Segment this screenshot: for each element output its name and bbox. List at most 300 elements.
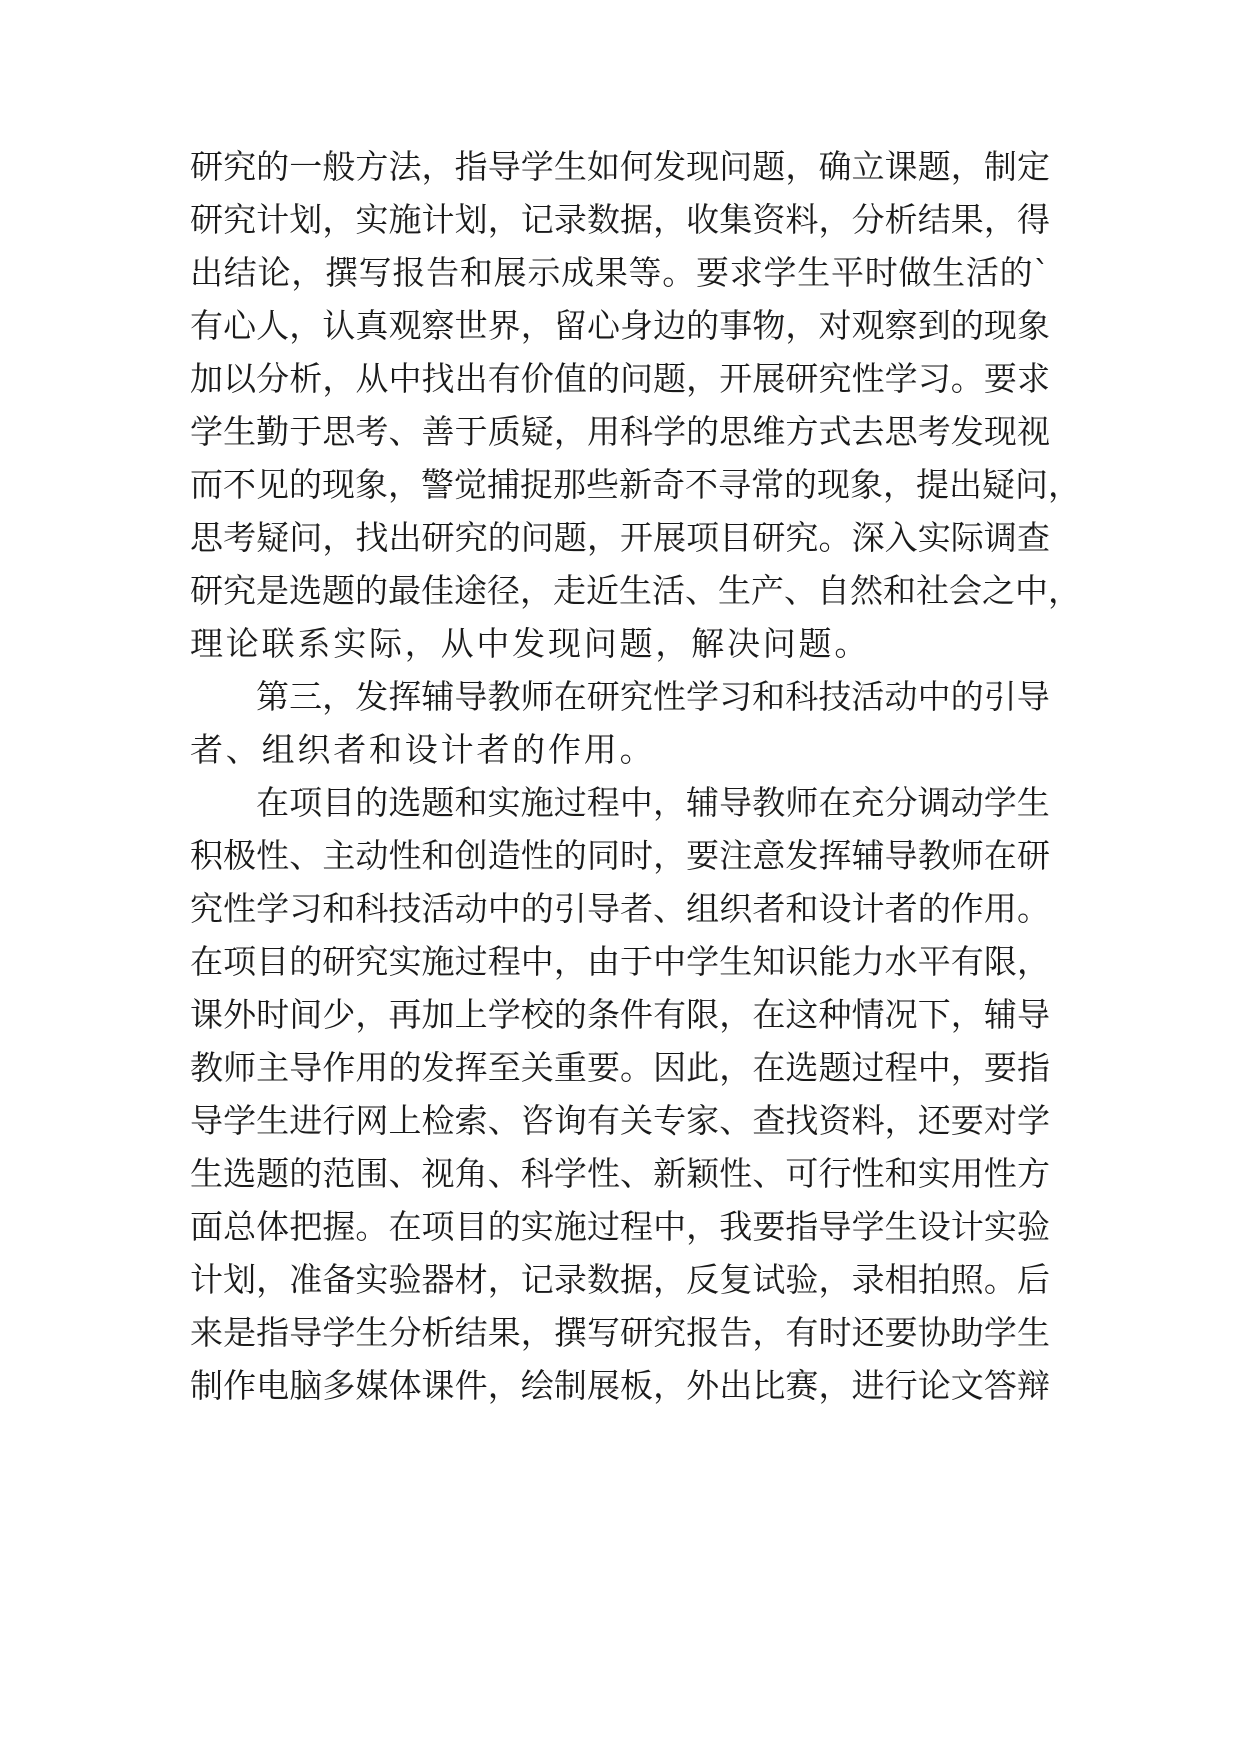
char: 的 (520, 889, 554, 928)
char: 究 (355, 942, 389, 981)
char: 体 (256, 1207, 290, 1246)
char: 得 (1016, 200, 1050, 239)
char: 题 (421, 783, 455, 822)
char: 捕 (487, 465, 520, 504)
char: 加 (190, 359, 223, 398)
text-line (190, 461, 1081, 509)
char: 、 (784, 571, 817, 610)
char: ， (653, 1366, 687, 1405)
char: 题 (752, 147, 786, 186)
char: 的 (289, 1154, 323, 1193)
char: 由 (586, 942, 620, 981)
char: 写 (586, 1313, 620, 1352)
char: 报 (392, 253, 426, 292)
char: 学 (763, 253, 797, 292)
char: 出 (388, 518, 422, 557)
char: 定 (1016, 147, 1050, 186)
char: 行 (818, 1154, 852, 1193)
char: 资 (752, 200, 786, 239)
char: 去 (851, 412, 885, 451)
char: 学 (1016, 1101, 1050, 1140)
char: 习 (917, 359, 951, 398)
char: 动 (454, 889, 488, 928)
char: 注 (719, 836, 753, 875)
char: 者 (190, 730, 223, 769)
char: 发 (421, 1048, 455, 1087)
char: 试 (752, 1260, 786, 1299)
char: 中 (653, 1207, 687, 1246)
char: 料 (785, 200, 819, 239)
char: 分 (884, 783, 918, 822)
char: 学 (223, 1101, 257, 1140)
char: 网 (355, 1101, 389, 1140)
char: 技 (818, 677, 852, 716)
char: 时 (818, 1313, 852, 1352)
char: 组 (686, 889, 720, 928)
char: 考 (355, 412, 389, 451)
char: 目 (454, 1207, 488, 1246)
char: 性 (983, 1154, 1017, 1193)
char: ， (983, 200, 1017, 239)
char: 准 (289, 1260, 323, 1299)
char: 颖 (686, 1154, 720, 1193)
char: 果 (594, 253, 628, 292)
char: 活 (851, 677, 885, 716)
char: 校 (520, 995, 554, 1034)
char: 思 (884, 412, 918, 451)
char: 引 (553, 889, 587, 928)
char: 实 (388, 942, 422, 981)
char: 分 (851, 200, 885, 239)
char: 近 (586, 571, 619, 610)
char: 而 (190, 465, 223, 504)
char: 中 (476, 624, 510, 663)
char: 加 (421, 995, 455, 1034)
char: 咨 (520, 1101, 554, 1140)
char: 入 (884, 518, 918, 557)
char: 等 (628, 253, 662, 292)
char: 。 (1016, 889, 1050, 928)
char: 活 (965, 253, 999, 292)
char: 能 (818, 942, 852, 981)
char: 数 (586, 1260, 620, 1299)
char: 捉 (520, 465, 553, 504)
char: 研 (421, 518, 455, 557)
char: 总 (223, 1207, 257, 1246)
char: 导 (454, 677, 488, 716)
char: 导 (190, 1101, 223, 1140)
char: 活 (421, 889, 455, 928)
char: 论 (257, 253, 291, 292)
char: ， (818, 200, 852, 239)
char: 际 (368, 624, 402, 663)
char: 疑 (520, 412, 554, 451)
char: 求 (729, 253, 763, 292)
char: 关 (620, 1101, 654, 1140)
char: 中 (1015, 571, 1048, 610)
char: 深 (851, 518, 885, 557)
char: 计 (256, 200, 290, 239)
char: 把 (289, 1207, 323, 1246)
char: 少 (322, 995, 356, 1034)
char: 、 (752, 1154, 786, 1193)
char: 主 (322, 836, 356, 875)
char: ， (520, 306, 554, 345)
char: 水 (884, 942, 918, 981)
char: 的 (289, 465, 322, 504)
char: 计 (190, 1260, 223, 1299)
char: 织 (297, 730, 331, 769)
char: 有 (586, 1101, 620, 1140)
char: 中 (917, 1048, 951, 1087)
char: 研 (1016, 836, 1050, 875)
char: 辅 (983, 995, 1017, 1034)
char: 动 (355, 836, 389, 875)
char: ， (487, 1260, 521, 1299)
char: 科 (620, 412, 654, 451)
char: ， (322, 359, 356, 398)
char: 实 (333, 624, 367, 663)
char: 象 (1016, 306, 1050, 345)
text-line (190, 938, 1050, 986)
char: 目 (322, 783, 356, 822)
char: 现 (547, 624, 581, 663)
char: 施 (553, 1207, 587, 1246)
char: 。 (950, 359, 984, 398)
char: 研 (752, 518, 786, 557)
char: 教 (190, 1048, 223, 1087)
char: 题 (798, 624, 832, 663)
char: 学 (686, 942, 720, 981)
char: 性 (719, 1154, 753, 1193)
char: 性 (223, 889, 257, 928)
char: 导 (884, 836, 918, 875)
char: 真 (355, 306, 389, 345)
char: 视 (421, 1154, 455, 1193)
char: 要 (586, 1048, 620, 1087)
char: 指 (256, 1313, 290, 1352)
char: 录 (553, 1260, 587, 1299)
text-line (190, 1203, 1050, 1251)
char: 中 (487, 889, 521, 928)
char: 脑 (289, 1366, 323, 1405)
char: 和 (368, 730, 402, 769)
char: 值 (553, 359, 587, 398)
char: ， (1016, 942, 1050, 981)
char: 常 (751, 465, 784, 504)
char: 示 (527, 253, 561, 292)
char: 询 (553, 1101, 587, 1140)
char: 生 (719, 942, 753, 981)
char: 实 (917, 518, 951, 557)
char: 新 (619, 465, 652, 504)
char: 理 (190, 624, 223, 663)
char: 验 (785, 1260, 819, 1299)
char: 析 (421, 1313, 455, 1352)
char: 答 (983, 1366, 1017, 1405)
char: 究 (223, 147, 257, 186)
char: ， (883, 465, 916, 504)
char: 时 (256, 995, 290, 1034)
char: 动 (950, 783, 984, 822)
char: 边 (653, 306, 687, 345)
char: 导 (487, 147, 521, 186)
char: 走 (553, 571, 586, 610)
char: 者 (476, 730, 510, 769)
char: ， (653, 836, 687, 875)
char: 还 (851, 1313, 885, 1352)
char: 在 (818, 783, 852, 822)
char: 的 (950, 677, 984, 716)
char: 科 (355, 889, 389, 928)
char: 题 (917, 147, 951, 186)
char: 过 (851, 1048, 885, 1087)
char: 器 (421, 1260, 455, 1299)
char: ， (520, 571, 553, 610)
char: 力 (851, 942, 885, 981)
char: 挥 (454, 1048, 488, 1087)
char: 过 (553, 783, 587, 822)
char: 间 (289, 995, 323, 1034)
char: 极 (223, 836, 257, 875)
char: 种 (818, 995, 852, 1034)
char: 出 (719, 1366, 753, 1405)
char: 的 (487, 1207, 521, 1246)
char: 生 (884, 1207, 918, 1246)
char: 学 (190, 412, 223, 451)
char: 的 (388, 1048, 422, 1087)
char: 中 (653, 942, 687, 981)
char: 辩 (1016, 1366, 1050, 1405)
char: 充 (851, 783, 885, 822)
char: 一 (289, 147, 323, 186)
char: 目 (719, 518, 753, 557)
char: ， (785, 306, 819, 345)
text-line (190, 249, 1050, 297)
paragraph-heading-line (256, 673, 1050, 721)
char: 、 (289, 836, 323, 875)
char: 察 (421, 306, 455, 345)
char: 是 (223, 1313, 257, 1352)
char: 出 (190, 253, 223, 292)
char: 计 (950, 1207, 984, 1246)
char: 发 (512, 624, 546, 663)
char: ， (719, 995, 753, 1034)
char: 限 (983, 942, 1017, 981)
char: 结 (917, 200, 951, 239)
char: 和 (454, 783, 488, 822)
char: ， (322, 518, 356, 557)
char: ` (1033, 253, 1050, 292)
char: 析 (884, 200, 918, 239)
char: 专 (653, 1101, 687, 1140)
char: 实 (487, 783, 521, 822)
char: 和 (883, 571, 916, 610)
char: 程 (586, 783, 620, 822)
char: 方 (355, 147, 389, 186)
char: ， (818, 1366, 852, 1405)
char: 认 (322, 306, 356, 345)
char: 写 (358, 253, 392, 292)
char: ， (487, 1366, 521, 1405)
char: 的 (355, 571, 388, 610)
char: 、 (487, 1154, 521, 1193)
char: 求 (1016, 359, 1050, 398)
char: 程 (620, 1207, 654, 1246)
char: 外 (686, 1366, 720, 1405)
char: 在 (983, 836, 1017, 875)
char: 生 (1016, 783, 1050, 822)
char: 佳 (421, 571, 454, 610)
char: 要 (950, 1101, 984, 1140)
char: 下 (917, 995, 951, 1034)
char: 从 (355, 359, 389, 398)
char: 察 (884, 306, 918, 345)
char: 然 (850, 571, 883, 610)
char: 学 (520, 147, 554, 186)
char: 织 (719, 889, 753, 928)
char: 赛 (785, 1366, 819, 1405)
char: 般 (322, 147, 356, 186)
char: 在 (752, 995, 786, 1034)
char: 施 (520, 783, 554, 822)
char: 要 (696, 253, 730, 292)
char: 产 (751, 571, 784, 610)
char: 展 (752, 359, 786, 398)
char: 中 (388, 359, 422, 398)
char: 者 (333, 730, 367, 769)
char: 自 (817, 571, 850, 610)
char: 再 (388, 995, 422, 1034)
char: 的 (487, 518, 521, 557)
char: 科 (785, 677, 819, 716)
char: 研 (322, 942, 356, 981)
char: 导 (289, 1313, 323, 1352)
char: 些 (586, 465, 619, 504)
char: 问 (289, 518, 323, 557)
char: 解 (691, 624, 725, 663)
char: 划 (454, 200, 488, 239)
text-line (190, 302, 1050, 350)
char: 相 (884, 1260, 918, 1299)
char: 研 (190, 571, 223, 610)
char: 作 (223, 1366, 257, 1405)
char: 要 (884, 1313, 918, 1352)
char: 设 (818, 889, 852, 928)
char: 实 (355, 200, 389, 239)
char: 究 (223, 200, 257, 239)
char: 检 (421, 1101, 455, 1140)
char: ， (655, 624, 689, 663)
char: 世 (454, 306, 488, 345)
char: ， (652, 783, 686, 822)
char: 板 (620, 1366, 654, 1405)
char: 意 (752, 836, 786, 875)
char: 复 (719, 1260, 753, 1299)
char: 社 (916, 571, 949, 610)
char: 用 (355, 1048, 389, 1087)
char: 重 (553, 1048, 587, 1087)
char: 何 (620, 147, 654, 186)
char: 况 (884, 995, 918, 1034)
char: 在 (752, 1048, 786, 1087)
char: 的 (553, 836, 587, 875)
char: 。 (619, 730, 653, 769)
char: 论 (225, 624, 259, 663)
char: 问 (1015, 465, 1048, 504)
char: 据 (620, 1260, 654, 1299)
char: 中 (619, 783, 653, 822)
char: 果 (487, 1313, 521, 1352)
text-line (190, 514, 1050, 562)
char: 究 (190, 889, 223, 928)
char: 计 (440, 730, 474, 769)
char: 主 (256, 1048, 290, 1087)
char: 的 (917, 889, 951, 928)
text-line (190, 1097, 1050, 1145)
char: 进 (289, 1101, 323, 1140)
char: ， (355, 995, 389, 1034)
char: 展 (493, 253, 527, 292)
char: 成 (561, 253, 595, 292)
text-line (190, 408, 1050, 456)
text-line (190, 991, 1050, 1039)
text-line (190, 567, 1081, 615)
char: 项 (289, 783, 323, 822)
char: 计 (851, 889, 885, 928)
char: ， (1048, 571, 1081, 610)
char: 事 (719, 306, 753, 345)
char: 到 (917, 306, 951, 345)
char: 、 (719, 1101, 753, 1140)
char: 进 (851, 1366, 885, 1405)
char: 项 (686, 518, 720, 557)
char: 学 (884, 359, 918, 398)
char: 范 (322, 1154, 356, 1193)
char: 对 (818, 306, 852, 345)
char: 要 (686, 836, 720, 875)
char: 方 (785, 412, 819, 451)
char: 组 (261, 730, 295, 769)
char: 报 (686, 1313, 720, 1352)
char: 实 (520, 1207, 554, 1246)
char: 课 (884, 147, 918, 186)
char: 挥 (388, 677, 422, 716)
char: ， (553, 412, 587, 451)
char: 师 (223, 1048, 257, 1087)
char: ， (653, 200, 687, 239)
char: 教 (487, 677, 521, 716)
char: 的 (686, 306, 720, 345)
char: 如 (586, 147, 620, 186)
char: 程 (487, 942, 521, 981)
char: 果 (950, 200, 984, 239)
char: 的 (355, 783, 389, 822)
char: 家 (686, 1101, 720, 1140)
char: 在 (190, 942, 223, 981)
char: 过 (454, 942, 488, 981)
char: 教 (752, 783, 786, 822)
char: 记 (520, 200, 554, 239)
char: 现 (817, 465, 850, 504)
char: 勤 (256, 412, 290, 451)
char: 引 (983, 677, 1017, 716)
char: 导 (818, 1207, 852, 1246)
char: 身 (620, 306, 654, 345)
char: 用 (583, 730, 617, 769)
char: 选 (785, 1048, 819, 1087)
char: 善 (421, 412, 455, 451)
